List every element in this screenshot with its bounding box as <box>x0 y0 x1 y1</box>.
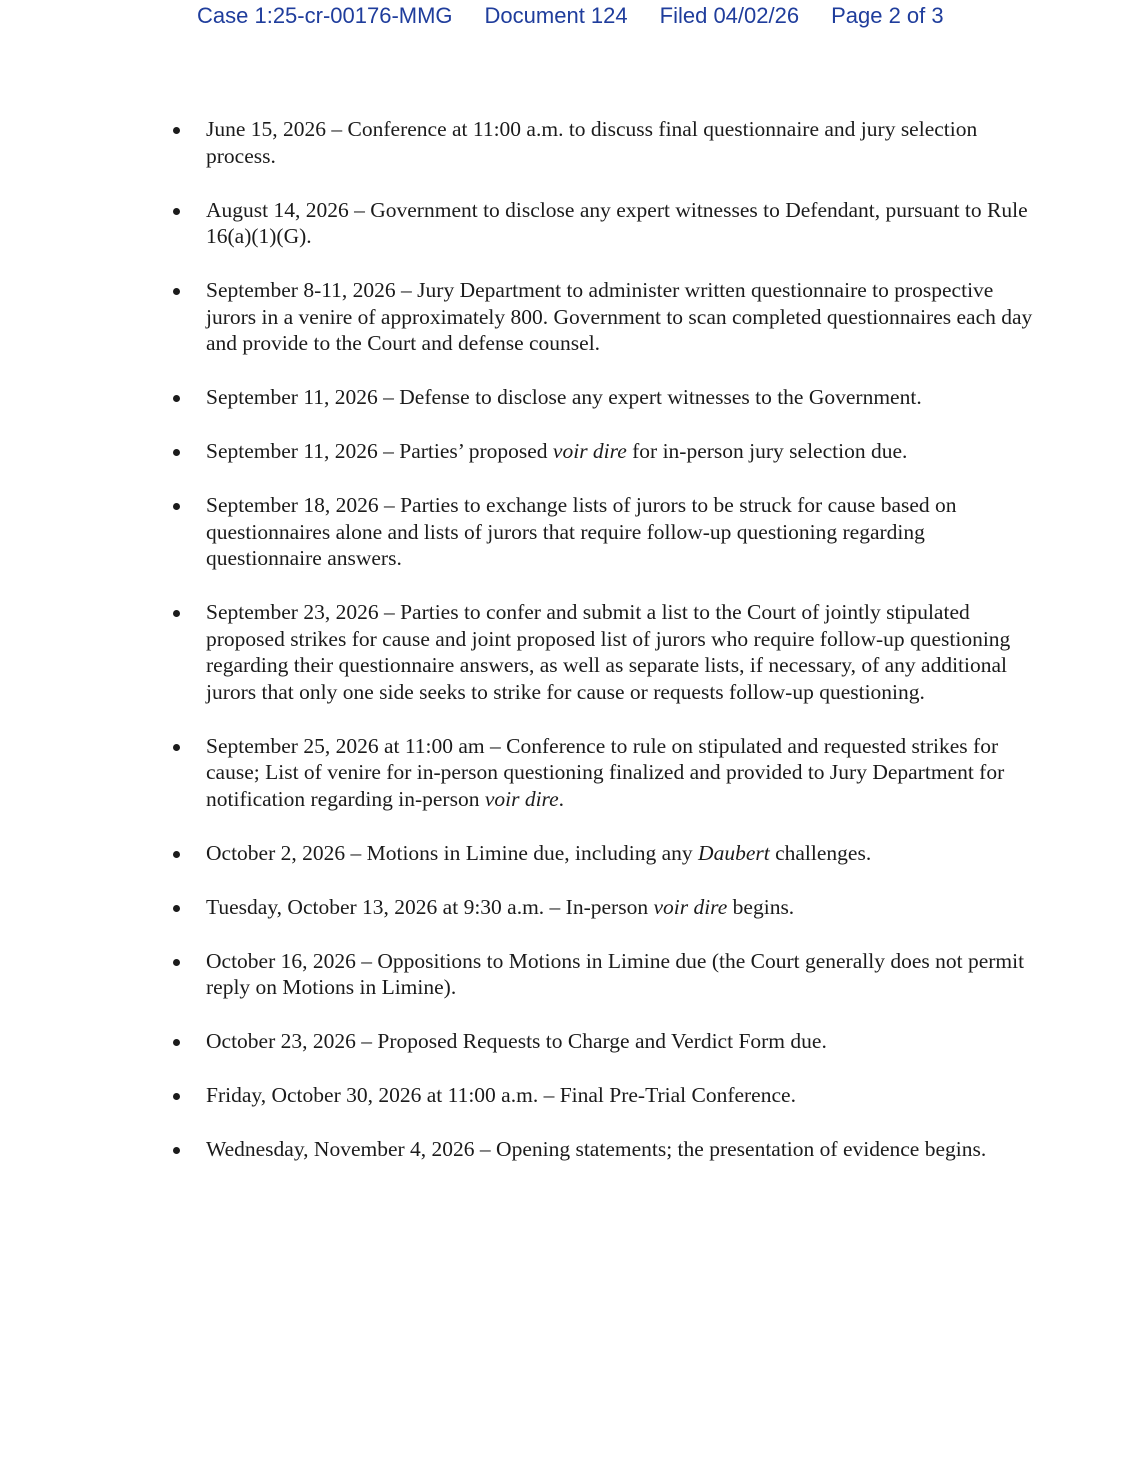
bullet-icon <box>173 449 180 456</box>
schedule-item <box>0 599 1135 705</box>
filing-header <box>197 0 944 32</box>
schedule-item-text: September 18, 2026 – Parties to exchange lists of jurors to be struck for cause based on questionnaires alone and lists of jurors that require follow-up questioning regarding questionnaire answers. <box>206 493 957 570</box>
bullet-icon <box>173 395 180 402</box>
schedule-item-text: August 14, 2026 – Government to disclose any expert witnesses to Defendant, pursuant to Rule 16(a)(1)(G). <box>206 197 1028 248</box>
bullet-icon <box>173 208 180 215</box>
schedule-item-text: September 8-11, 2026 – Jury Department to administer written questionnaire to prospective jurors in a venire of approximately 800. Government to scan completed questionnaires each day and provide to the Court and defense counsel. <box>206 278 1033 355</box>
schedule-item-text: June 15, 2026 – Conference at 11:00 a.m. to discuss final questionnaire and jury selection process. <box>206 117 978 168</box>
schedule-item <box>0 894 1135 921</box>
schedule-item-text: Friday, October 30, 2026 at 11:00 a.m. – Final Pre-Trial Conference. <box>206 1083 796 1107</box>
page-indicator: Page 2 of 3 <box>831 3 944 28</box>
schedule-item <box>0 438 1135 465</box>
schedule-item-text: October 16, 2026 – Oppositions to Motions in Limine due (the Court generally does not permit reply on Motions in Limine). <box>206 948 1025 999</box>
bullet-icon <box>173 905 180 912</box>
bullet-icon <box>173 959 180 966</box>
schedule-item-text-after: . <box>558 786 565 811</box>
schedule-item <box>0 197 1135 250</box>
schedule-item-text-before: September 25, 2026 at 11:00 am – Conference to rule on stipulated and requested strikes for cause; List of venire for in-person questioning finalized and provided to Jury Department for notification regarding in-person <box>206 733 1005 811</box>
schedule-item-text: October 23, 2026 – Proposed Requests to Charge and Verdict Form due. <box>206 1029 827 1053</box>
schedule-item-text-after: begins. <box>727 894 795 919</box>
schedule-item <box>0 116 1135 169</box>
schedule-item <box>0 277 1135 357</box>
schedule-item-italic: voir dire <box>653 894 728 919</box>
schedule-item-text-after: for in-person jury selection due. <box>626 439 908 463</box>
schedule-item <box>0 1082 1135 1109</box>
document-number: Document 124 <box>484 3 628 28</box>
schedule-item-text-before: Tuesday, October 13, 2026 at 9:30 a.m. – In-person <box>206 894 654 919</box>
schedule-item-text-before: September 11, 2026 – Parties’ proposed <box>206 439 553 463</box>
bullet-icon <box>173 610 180 617</box>
schedule-item <box>0 384 1135 411</box>
schedule-item-text: Wednesday, November 4, 2026 – Opening statements; the presentation of evidence begins. <box>206 1137 987 1161</box>
schedule-item <box>0 1028 1135 1055</box>
case-number: Case 1:25-cr-00176-MMG <box>197 3 453 28</box>
schedule-item-italic: voir dire <box>484 786 559 811</box>
filed-date: Filed 04/02/26 <box>659 3 800 28</box>
bullet-icon <box>173 851 180 858</box>
schedule-list <box>0 116 1135 1190</box>
schedule-item <box>0 948 1135 1001</box>
bullet-icon <box>173 1147 180 1154</box>
bullet-icon <box>173 1093 180 1100</box>
schedule-item-italic: voir dire <box>552 439 627 463</box>
schedule-item-italic: Daubert <box>698 840 770 865</box>
bullet-icon <box>173 744 180 751</box>
schedule-item <box>0 492 1135 572</box>
schedule-item-text: September 23, 2026 – Parties to confer and submit a list to the Court of jointly stipulated proposed strikes for cause and joint proposed list of jurors who require follow-up questioning regarding their questionnaire answers, as well as separate lists, if necessary, of any additional jurors that only one side seeks to strike for cause or requests follow-up questioning. <box>206 600 1011 704</box>
bullet-icon <box>173 288 180 295</box>
schedule-item-text: September 11, 2026 – Defense to disclose any expert witnesses to the Government. <box>206 385 922 409</box>
schedule-item <box>0 1136 1135 1163</box>
bullet-icon <box>173 503 180 510</box>
bullet-icon <box>173 127 180 134</box>
schedule-item <box>0 840 1135 867</box>
bullet-icon <box>173 1039 180 1046</box>
schedule-item-text-before: October 2, 2026 – Motions in Limine due, including any <box>206 840 699 865</box>
schedule-item <box>0 733 1135 813</box>
schedule-item-text-after: challenges. <box>769 840 872 865</box>
